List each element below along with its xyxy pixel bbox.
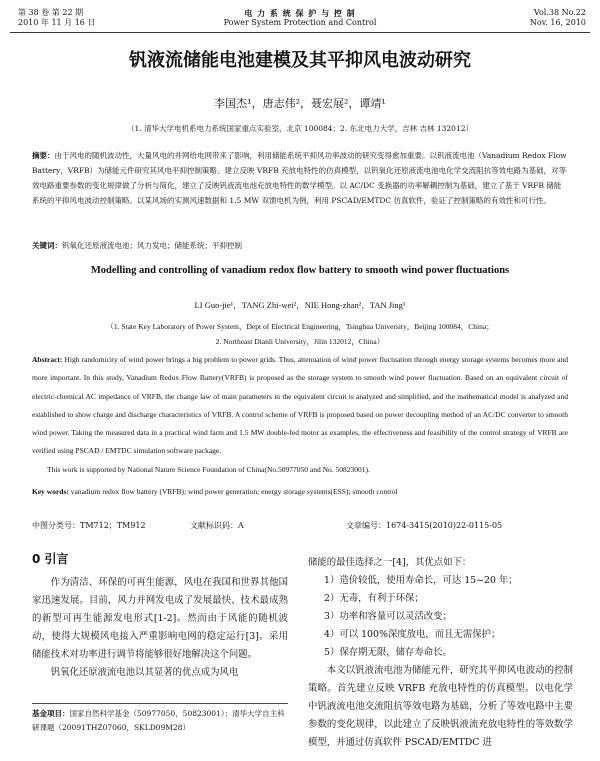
affiliation-en: （1. State Key Laboratory of Power System，Dept of Electrical Engineering，Tsinghua University，Beijing 100084，China； 2. Northeast Dianli University，Jilin 132012，China） [106,322,494,346]
left-column [32,550,288,682]
abstract-en [32,351,568,479]
list-item: 3）功率和容量可以灵活改变； [324,611,452,622]
list-item: 1）造价较低，使用寿命长，可达 15~20 年； [324,575,518,586]
section-heading: 0 引言 [32,552,69,566]
right-column [308,554,573,752]
intro-continued: 储能的最佳选择之一[4]，其优点如下： [308,557,472,568]
keywords-cn [32,240,568,251]
paper-title: 钒液流储能电池建模及其平抑风电波动研究 [129,50,471,71]
abstract-cn [32,148,568,208]
fund-text: 国家自然科学基金（50977050，50823001）；清华大学自主科研课题（20091THZ07060，SKLD09M28） [32,709,285,732]
running-header [10,8,590,33]
list-item: 2）无毒，有利于环保； [324,593,424,604]
header-issue: 第 38 卷 第 22 期 2010 年 11 月 16 日 [18,8,96,27]
keywords-cn-label: 关键词： [32,241,62,250]
abstract-cn-label: 摘要： [32,151,55,160]
clc-number: 中图分类号：TM712；TM912 [32,521,146,530]
fund-label: 基金项目： [32,709,70,718]
funding-footnote [32,703,288,735]
keywords-en [32,487,568,496]
author-list: 李国杰¹，唐志伟²，聂宏展²，谭靖¹ [214,97,386,110]
keywords-cn-text: 钒氧化还原液流电池；风力发电；储能系统；平抑控制 [62,241,242,250]
header-volume: Vol.38 No.22 Nov. 16, 2010 [529,8,586,27]
author-list-en: LI Guo-jie¹，TANG Zhi-wei²，NIE Hong-zhan²，TAN Jing¹ [194,300,406,310]
header-journal: 电 力 系 统 保 护 与 控 制 Power System Protection and Control [223,8,377,27]
advantages-list [308,572,573,662]
support-note: This work is supported by National Nature Science Foundation of China(No.50977050 and No. 50823001). [47,464,370,474]
document-code: 文献标识码：A [190,521,244,530]
list-item: 4）可以 100%深度放电，而且无需保护； [324,629,501,640]
list-item: 5）保存期无限，储存寿命长。 [324,647,452,658]
body-paragraph: 本文以钒液流电池为储能元件，研究其平抑风电波动的控制策略。首先建立反映 VRFB 充放电特性的仿真模型。以电化学中钒液流电池交流阻抗等效电路为基础，分析了等效电路中主要参数的变化规律，以此建立了反映钒液流充放电特性的等效数学模型，并通过仿真软件 PSCAD/EMTDC 进 [308,665,573,748]
affiliation: （1. 清华大学电机系电力系统国家重点实验室，北京 100084；2. 东北电力大学，吉林 吉林 132012） [127,124,473,133]
intro-paragraph: 钒氧化还原液流电池以其显著的优点成为风电 [50,667,239,678]
article-number: 文章编号：1674-3415(2010)22-0115-05 [346,521,503,530]
keywords-en-label: Key words: [32,487,69,496]
abstract-en-label: Abstract: [32,355,63,364]
paper-title-en: Modelling and controlling of vanadium redox flow battery to smooth wind power fluctuations [90,265,510,276]
abstract-en-text: High randomicity of wind power brings a big problem to power grids. Thus, attenuation of wind power fluctuation through energy storage systems becomes more and more important. In this study, Vanadium Redox Flow Battery(VRFB) is proposed as the storage system to smooth wind power fluctuation. Based on an equivalent circuit of electric-chemical AC impedance of VRFB, the change law of main parameters in the equivalent circuit is analyzed and simplified, and the mathematical model is analyzed and established to show charge and discharge characteristics of VRFB. A control scheme of VRFB is proposed based on power decoupling method of an AC/DC converter to smooth wind power. Taking the measured data in a practical wind farm and 1.5 MW double-fed motor as examples, the effectiveness and feasibility of the control strategy of VRFB are verified using PSCAD / EMTDC simulation software package. [32,355,568,456]
keywords-en-text: vanadium redox flow battery (VRFB); wind power generation; energy storage systems(ESS); smooth control [70,487,398,496]
intro-paragraph: 作为清洁、环保的可再生能源，风电在我国和世界其他国家迅速发展。目前，风力并网发电成了发展最快、技术最成熟的新型可再生能源发电形式[1-2]。然而由于风能的随机波动，使得大规模风电接入严重影响电网的稳定运行[3]。采用储能技术对功率进行调节将能够很好地解决这个问题。 [32,577,288,660]
abstract-cn-text: 由于风电的随机波动性，大量风电的并网给电网带来了影响，利用储能系统平抑风功率波动的研究变得愈加重要。以钒液流电池（Vanadium Redox Flow Battery，VRFB）为储能元件研究其风电平抑控制策略。建立反映 VRFB 充放电特性的仿真模型，以钒氧化还原液流电池电化学交流阻抗等效电路为基础，对等效电路重要参数的变化规律做了分析与简化，建立了反映钒液流电池充放电特性的数学模型。以 AC/DC 变换器的功率解耦控制为基础，建立了基于 VRFB 储能系统的平抑风电波动控制策略。以某风场的实测风速数据和 1.5 MW 双馈电机为例，利用 PSCAD/EMTDC 仿真软件，验证了控制策略的有效性和可行性。 [32,151,567,205]
